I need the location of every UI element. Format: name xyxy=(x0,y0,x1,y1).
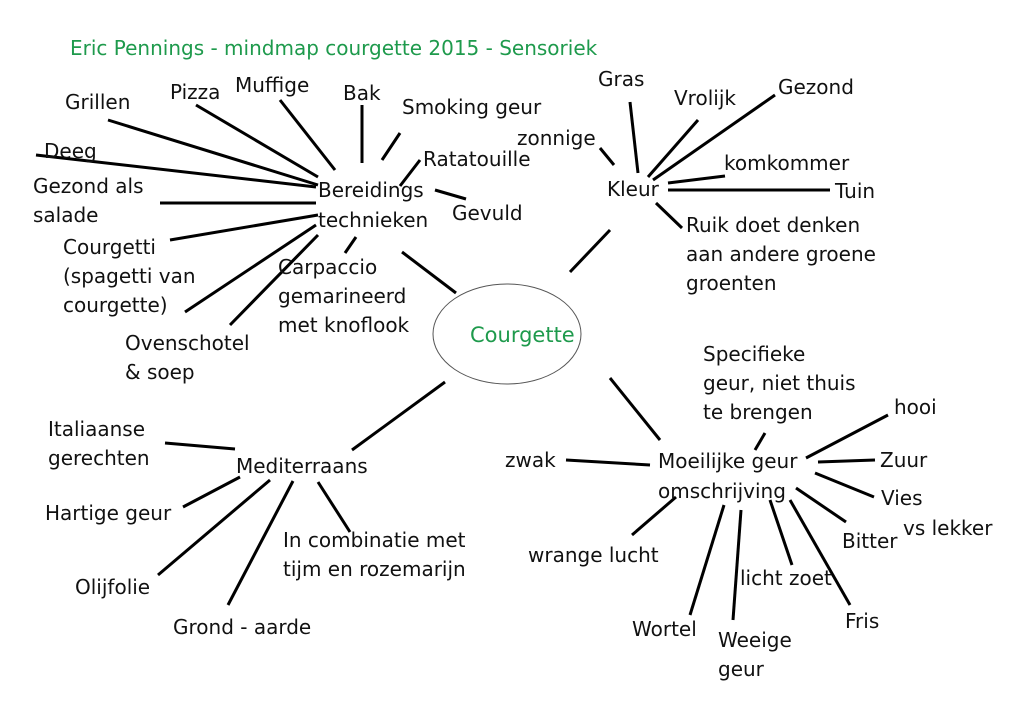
line-gevuld xyxy=(435,190,466,199)
label-combinatie-line1: In combinatie met xyxy=(283,528,466,552)
label-ovenschotel-line2: & soep xyxy=(125,360,195,384)
node-kleur: Kleur xyxy=(607,177,659,201)
label-specifieke-line2: geur, niet thuis xyxy=(703,371,856,395)
label-combinatie-line2: tijm en rozemarijn xyxy=(283,557,466,581)
line-komkommer xyxy=(668,176,725,183)
center-node: Courgette xyxy=(470,323,575,347)
label-zwak: zwak xyxy=(505,448,556,472)
line-hartige xyxy=(183,477,240,507)
label-gezond: Gezond xyxy=(778,75,854,99)
label-komkommer: komkommer xyxy=(724,151,850,175)
line-carpaccio-short xyxy=(345,237,356,253)
label-italiaanse xyxy=(48,415,150,473)
label-courgetti-line3: courgette) xyxy=(63,293,168,317)
node-moeilijke xyxy=(658,446,797,506)
label-bak: Bak xyxy=(343,81,381,105)
label-deeg: Deeg xyxy=(44,139,97,163)
label-carpaccio-line2: gemarineerd xyxy=(278,284,407,308)
line-kleur-center xyxy=(570,230,610,272)
label-weeige-line2: geur xyxy=(718,657,764,681)
label-gezond-salade-line1: Gezond als xyxy=(33,174,144,198)
label-ovenschotel xyxy=(125,329,250,387)
label-courgetti-line2: (spagetti van xyxy=(63,264,196,288)
label-olijfolie: Olijfolie xyxy=(75,575,151,599)
line-smoking xyxy=(382,133,400,160)
node-bereidings-line1: Bereidings xyxy=(318,178,424,202)
label-wrange: wrange lucht xyxy=(528,543,659,567)
label-pizza: Pizza xyxy=(170,80,221,104)
label-hooi: hooi xyxy=(894,395,937,419)
line-zonnige xyxy=(600,148,614,165)
label-grillen: Grillen xyxy=(65,90,131,114)
label-ruik-line1: Ruik doet denken xyxy=(686,213,861,237)
label-zonnige: zonnige xyxy=(517,126,596,150)
line-bereidings-center xyxy=(402,252,456,293)
label-carpaccio-line1: Carpaccio xyxy=(278,255,378,279)
label-carpaccio xyxy=(278,253,409,340)
label-licht-zoet: licht zoet xyxy=(740,566,832,590)
node-moeilijke-line2: omschrijving xyxy=(658,479,786,503)
line-zuur xyxy=(818,460,875,462)
label-combinatie xyxy=(283,526,466,584)
line-gras xyxy=(630,102,638,173)
node-bereidings xyxy=(318,175,428,235)
line-ruik xyxy=(656,203,682,228)
label-tuin: Tuin xyxy=(835,179,876,203)
line-italiaanse xyxy=(165,443,235,449)
label-specifieke-line3: te brengen xyxy=(703,400,813,424)
label-hartige: Hartige geur xyxy=(45,501,172,525)
label-ovenschotel-line1: Ovenschotel xyxy=(125,331,250,355)
label-gezond-salade-line2: salade xyxy=(33,203,99,227)
label-weeige-line1: Weeige xyxy=(718,628,792,652)
node-mediterraans: Mediterraans xyxy=(236,454,368,478)
label-gezond-salade xyxy=(33,172,144,230)
line-wortel xyxy=(690,505,724,615)
line-bitter xyxy=(796,488,846,522)
line-vies xyxy=(815,473,874,497)
line-med-center xyxy=(352,382,445,450)
label-fris: Fris xyxy=(845,609,880,633)
line-olijfolie xyxy=(158,480,270,575)
line-vrolijk xyxy=(648,120,698,177)
line-combinatie xyxy=(318,482,350,532)
label-vies: Vies xyxy=(881,486,923,510)
label-wortel: Wortel xyxy=(632,617,697,641)
label-vs-lekker: vs lekker xyxy=(903,516,993,540)
label-courgetti-line1: Courgetti xyxy=(63,235,156,259)
label-ruik-line2: aan andere groene xyxy=(686,242,876,266)
label-grond: Grond - aarde xyxy=(173,615,312,639)
label-carpaccio-line3: met knoflook xyxy=(278,313,410,337)
label-ruik xyxy=(686,211,876,298)
label-smoking: Smoking geur xyxy=(402,95,542,119)
line-zwak xyxy=(566,460,650,465)
label-specifieke xyxy=(703,340,856,427)
page-title: Eric Pennings - mindmap courgette 2015 - Sensoriek xyxy=(70,36,598,60)
label-gevuld: Gevuld xyxy=(452,201,523,225)
label-gras: Gras xyxy=(598,67,645,91)
node-bereidings-line2: technieken xyxy=(318,208,429,232)
line-licht-zoet xyxy=(770,500,792,565)
label-muffige: Muffige xyxy=(235,73,310,97)
line-moeilijke-center xyxy=(610,378,660,440)
label-ruik-line3: groenten xyxy=(686,271,777,295)
label-vrolijk: Vrolijk xyxy=(674,86,736,110)
label-italiaanse-line2: gerechten xyxy=(48,446,150,470)
node-moeilijke-line1: Moeilijke geur xyxy=(658,449,798,473)
label-bitter: Bitter xyxy=(842,529,898,553)
label-ratatouille: Ratatouille xyxy=(423,147,531,171)
label-italiaanse-line1: Italiaanse xyxy=(48,417,146,441)
label-weeige xyxy=(718,626,792,684)
label-courgetti xyxy=(63,233,196,320)
label-specifieke-line1: Specifieke xyxy=(703,342,806,366)
label-zuur: Zuur xyxy=(880,448,928,472)
